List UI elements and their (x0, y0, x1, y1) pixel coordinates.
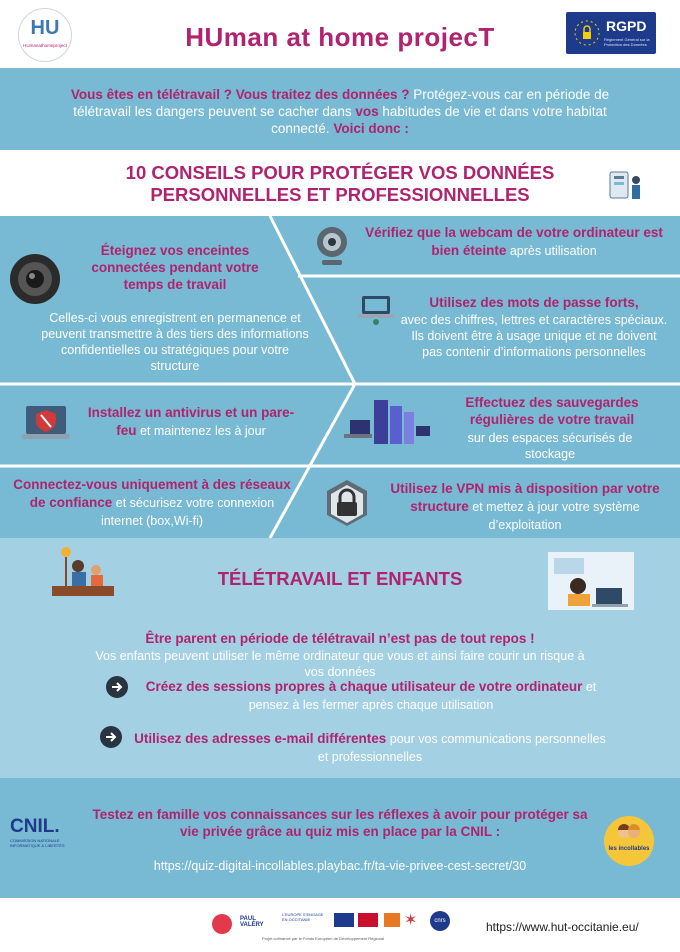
tip-networks-heading: Connectez-vous uniquement à des réseaux de confiance (13, 477, 291, 510)
intro-vos: vos (355, 104, 379, 119)
quiz-text: Testez en famille vos connaissances sur les réflexes à avoir pour protéger sa vie privée grâce au quiz mis en place par la CNIL : (92, 807, 588, 839)
rgpd-badge (566, 12, 656, 54)
tip-passwords-body: avec des chiffres, lettres et caractères spéciaux. Ils doivent être à usage unique et ne doivent pas contenir d’informations personnelles (400, 313, 668, 359)
kids-lead-body: Vos enfants peuvent utiliser le même ordinateur que vous et ainsi faire courir un risque à vos données (95, 649, 585, 679)
tip-webcam-heading: Vérifiez que la webcam de votre ordinateur est bien éteinte (365, 225, 663, 258)
tip-speakers-heading: Éteignez vos enceintes connectées pendant votre temps de travail (91, 243, 259, 292)
backup-servers-icon (342, 396, 432, 456)
cnil-logo (10, 816, 80, 848)
intro-text-2: habitudes de vie et dans votre habitat connecté. (271, 104, 607, 136)
arrow-right-icon (100, 726, 122, 748)
rgpd-label: RGPD (606, 18, 647, 34)
tip-vpn-heading: Utilisez le VPN mis à disposition par votre structure (390, 481, 660, 514)
tips-title-section (0, 150, 680, 216)
tips-title-line2: PERSONNELLES ET PROFESSIONNELLES (150, 184, 530, 205)
rgpd-subtext: Règlement Général sur la Protection des Données (604, 37, 650, 47)
tip-networks (10, 476, 294, 530)
footer (0, 898, 680, 952)
incollables-label: les incollables (608, 846, 650, 852)
kids-tip1-heading: Créez des sessions propres à chaque utilisateur de votre ordinateur (145, 679, 583, 694)
header (0, 0, 680, 68)
tip-antivirus-heading: Installez un antivirus et un pare-feu (87, 405, 295, 438)
hut-logo (18, 8, 72, 62)
tip-antivirus-body: et maintenez les à jour (136, 424, 266, 438)
arrow-right-icon (106, 676, 128, 698)
cnil-label: CNIL. (10, 816, 60, 837)
kids-faces-icon (616, 820, 642, 844)
region-logo-icon (384, 913, 400, 927)
incollables-logo (604, 816, 654, 866)
tip-backups-heading: Effectuez des sauvegardes régulières de votre travail (465, 395, 639, 427)
intro-voici: Voici donc : (333, 121, 409, 136)
page-title: HUman at home projecT (185, 22, 495, 52)
password-laptop-icon (356, 290, 396, 328)
parent-laptop-icon (548, 552, 634, 610)
hut-logo-subtext: HUmanathomeproject (23, 43, 67, 48)
tip-webcam (358, 224, 670, 260)
webcam-icon (312, 224, 352, 268)
intro-text-1: Protégez-vous car en période de télétravail les dangers peuvent se cacher dans (73, 87, 610, 119)
kids-title: TÉLÉTRAVAIL ET ENFANTS (217, 568, 463, 589)
europe-label: L’EUROPE S’ENGAGE EN OCCITANIE (282, 912, 324, 922)
partner-logo-red-icon (212, 914, 232, 934)
kids-section (0, 538, 680, 778)
occitanie-flag-icon (358, 913, 378, 927)
kids-tip1-body: et pensez à les fermer après chaque utilisation (248, 680, 597, 712)
tips-title (60, 162, 620, 206)
funding-note: Projet cofinancé par le Fonds Européen de Développement Régional (262, 936, 385, 941)
kids-tip2-heading: Utilisez des adresses e-mail différentes (134, 731, 387, 746)
quiz-section (0, 778, 680, 898)
tip-passwords-heading: Utilisez des mots de passe forts, (429, 295, 639, 310)
tip-antivirus (84, 404, 298, 440)
hut-logo-text: HU (30, 17, 60, 39)
cnrs-logo: cnrs (430, 911, 450, 931)
antivirus-shield-icon (22, 400, 70, 448)
quiz-url[interactable]: https://quiz-digital-incollables.playbac.fr/ta-vie-privee-cest-secret/30 (153, 859, 527, 873)
kids-tip2-body: pour vos communications personnelles et professionnelles (317, 732, 606, 764)
tips-section (0, 216, 680, 538)
tip-vpn-body: et mettez à jour votre système d’exploitation (468, 500, 640, 532)
eu-flag-icon (334, 913, 354, 927)
tip-webcam-body: après utilisation (506, 244, 597, 258)
family-reading-icon (52, 546, 114, 602)
tips-title-line1: 10 CONSEILS POUR PROTÉGER VOS DONNÉES (125, 162, 555, 183)
intro-question: Vous êtes en télétravail ? Vous traitez des données ? (70, 87, 410, 102)
tip-backups-body: sur des espaces sécurisés de stockage (467, 431, 633, 461)
cnil-subtext: COMMISSION NATIONALE INFORMATIQUE & LIBERTÉS (10, 838, 65, 848)
eu-stars-icon (574, 20, 600, 46)
tip-vpn (380, 480, 670, 534)
tip-speakers-body: Celles-ci vous enregistrent en permanence et peuvent transmettre à des tiers des informations confidentielles ou stratégiques pour votre structure (41, 311, 309, 373)
website-url[interactable]: https://www.hut-occitanie.eu/ (486, 920, 639, 934)
kids-tip-sessions (136, 678, 606, 714)
kids-lead: Être parent en période de télétravail n’est pas de tout repos ! (145, 631, 535, 646)
padlock-icon (322, 478, 372, 528)
intro-section (0, 68, 680, 150)
data-protection-icon (606, 166, 646, 206)
intro-text (60, 86, 620, 137)
kids-tip-emails (130, 730, 610, 766)
paul-valery-logo: PAUL VALÉRY (240, 916, 264, 928)
tip-networks-body: et sécurisez votre connexion internet (box,Wi-fi) (100, 496, 275, 528)
star-logo-icon: ✶ (404, 912, 418, 929)
speaker-icon (8, 252, 62, 306)
